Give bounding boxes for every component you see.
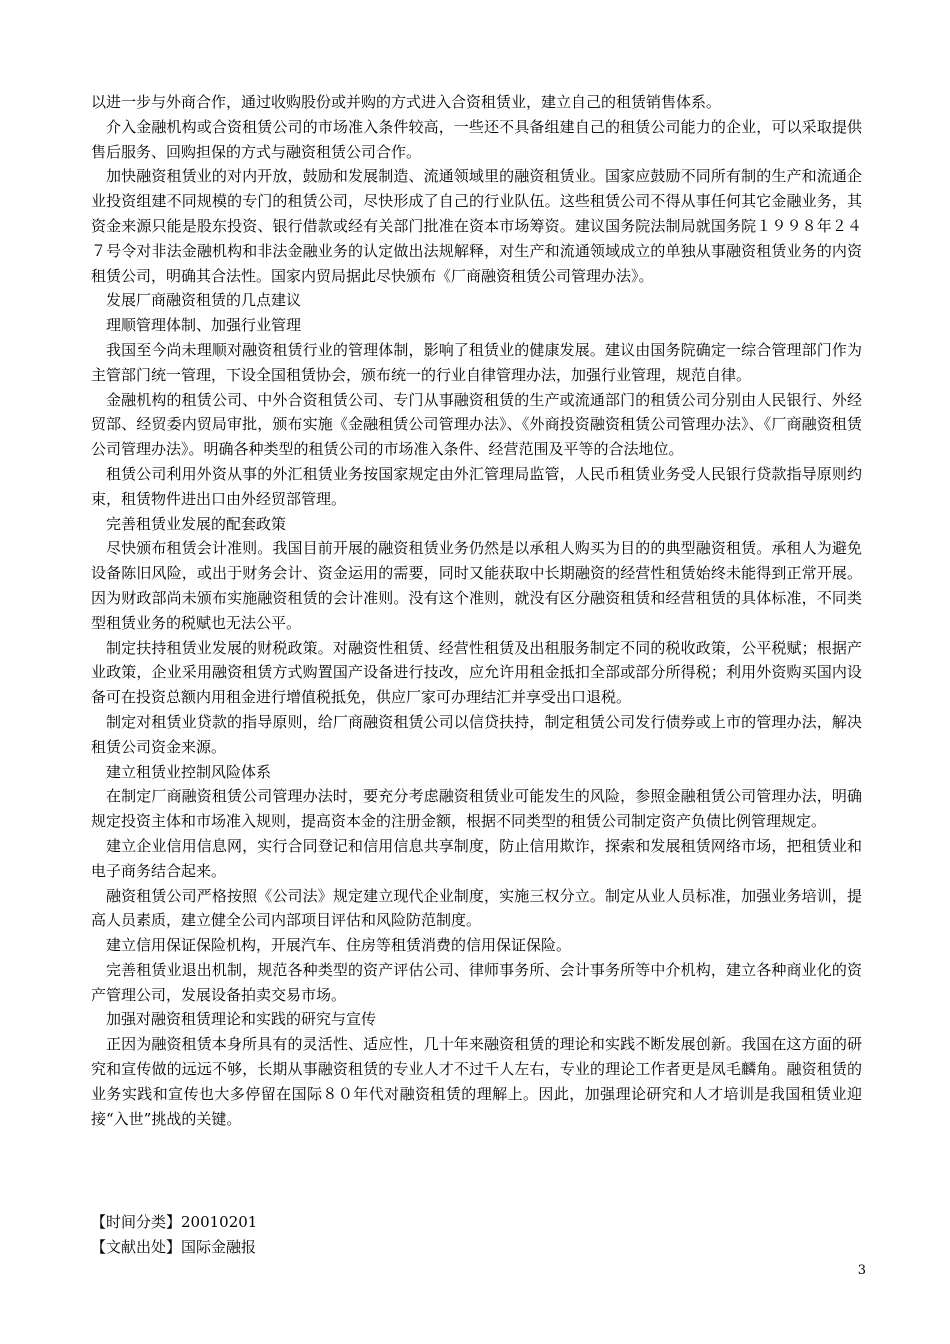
body-paragraph: 制定对租赁业贷款的指导原则，给厂商融资租赁公司以信贷扶持，制定租赁公司发行债券或上市的管理办法，解决租赁公司资金来源。: [91, 712, 862, 756]
body-paragraph: 正因为融资租赁本身所具有的灵活性、适应性，几十年来融资租赁的理论和实践不断发展创新。我国在这方面的研究和宣传做的远远不够，长期从事融资租赁的专业人才不过千人左右，专业的理论工作者更是凤毛麟角。融资租赁的业务实践和宣传也大多停留在国际８０年代对融资租赁的理解上。因此，加强理论研究和人才培训是我国租赁业迎接“入世”挑战的关键。: [91, 1035, 862, 1128]
body-paragraph: 制定扶持租赁业发展的财税政策。对融资性租赁、经营性租赁及出租服务制定不同的税收政策，公平税赋；根据产业政策，企业采用融资租赁方式购置国产设备进行技改，应允许用租金抵扣全部或部分所得税；利用外资购买国内设备可在投资总额内用租金进行增值税抵免，供应厂家可办理结汇并享受出口退税。: [91, 638, 862, 707]
body-paragraph: 建立租赁业控制风险体系: [106, 762, 272, 781]
article-metadata: [91, 1210, 691, 1260]
body-paragraph: 我国至今尚未理顺对融资租赁行业的管理体制，影响了租赁业的健康发展。建议由国务院确定一综合管理部门作为主管部门统一管理，下设全国租赁协会，颁布统一的行业自律管理办法，加强行业管理，规范自律。: [91, 340, 862, 384]
document-source: 【文献出处】国际金融报: [91, 1237, 257, 1256]
body-paragraph: 融资租赁公司严格按照《公司法》规定建立现代企业制度，实施三权分立。制定从业人员标准，加强业务培训，提高人员素质，建立健全公司内部项目评估和风险防范制度。: [91, 886, 862, 930]
body-paragraph: 理顺管理体制、加强行业管理: [106, 316, 302, 335]
body-paragraph: 加强对融资租赁理论和实践的研究与宣传: [106, 1010, 377, 1029]
body-paragraph: 以进一步与外商合作，通过收购股份或并购的方式进入合资租赁业，建立自己的租赁销售体系。: [91, 93, 722, 111]
body-paragraph: 完善租赁业退出机制，规范各种类型的资产评估公司、律师事务所、会计事务所等中介机构，建立各种商业化的资产管理公司，发展设备拍卖交易市场。: [91, 960, 862, 1004]
body-paragraph: 金融机构的租赁公司、中外合资租赁公司、专门从事融资租赁的生产或流通部门的租赁公司分别由人民银行、外经贸部、经贸委内贸局审批，颁布实施《金融租赁公司管理办法》、《外商投资融资租赁公司管理办法》、《厂商融资租赁公司管理办法》。明确各种类型的租赁公司的市场准入条件、经营范围及平等的合法地位。: [91, 390, 862, 459]
body-paragraph: 尽快颁布租赁会计准则。我国目前开展的融资租赁业务仍然是以承租人购买为目的的典型融资租赁。承租人为避免设备陈旧风险，或出于财务会计、资金运用的需要，同时又能获取中长期融资的经营性租赁始终未能得到正常开展。因为财政部尚未颁布实施融资租赁的会计准则。没有这个准则，就没有区分融资租赁和经营租赁的具体标准，不同类型租赁业务的税赋也无法公平。: [91, 539, 862, 632]
page-number: 3: [857, 1263, 866, 1278]
article-body: [91, 90, 862, 1131]
time-classification: 【时间分类】20010201: [91, 1213, 258, 1231]
body-paragraph: 发展厂商融资租赁的几点建议: [106, 291, 302, 310]
body-paragraph: 建立企业信用信息网，实行合同登记和信用信息共享制度，防止信用欺诈，探索和发展租赁网络市场，把租赁业和电子商务结合起来。: [91, 836, 862, 880]
body-paragraph: 租赁公司利用外资从事的外汇租赁业务按国家规定由外汇管理局监管，人民币租赁业务受人民银行贷款指导原则约束，租赁物件进出口由外经贸部管理。: [91, 464, 862, 508]
body-paragraph: 加快融资租赁业的对内开放，鼓励和发展制造、流通领域里的融资租赁业。国家应鼓励不同所有制的生产和流通企业投资组建不同规模的专门的租赁公司，尽快形成了自己的行业队伍。这些租赁公司不得从事任何其它金融业务，其资金来源只能是股东投资、银行借款或经有关部门批准在资本市场筹资。建议国务院法制局就国务院１９９８年２４７号令对非法金融机构和非法金融业务的认定做出法规解释，对生产和流通领域成立的单独从事融资租赁业务的内资租赁公司，明确其合法性。国家内贸局据此尽快颁布《厂商融资租赁公司管理办法》。: [91, 167, 862, 285]
body-paragraph: 介入金融机构或合资租赁公司的市场准入条件较高，一些还不具备组建自己的租赁公司能力的企业，可以采取提供售后服务、回购担保的方式与融资租赁公司合作。: [91, 117, 862, 161]
body-paragraph: 在制定厂商融资租赁公司管理办法时，要充分考虑融资租赁业可能发生的风险，参照金融租赁公司管理办法，明确规定投资主体和市场准入规则，提高资本金的注册金额，根据不同类型的租赁公司制定资产负债比例管理规定。: [91, 787, 862, 831]
body-paragraph: 建立信用保证保险机构，开展汽车、住房等租赁消费的信用保证保险。: [106, 936, 572, 955]
body-paragraph: 完善租赁业发展的配套政策: [106, 514, 287, 533]
